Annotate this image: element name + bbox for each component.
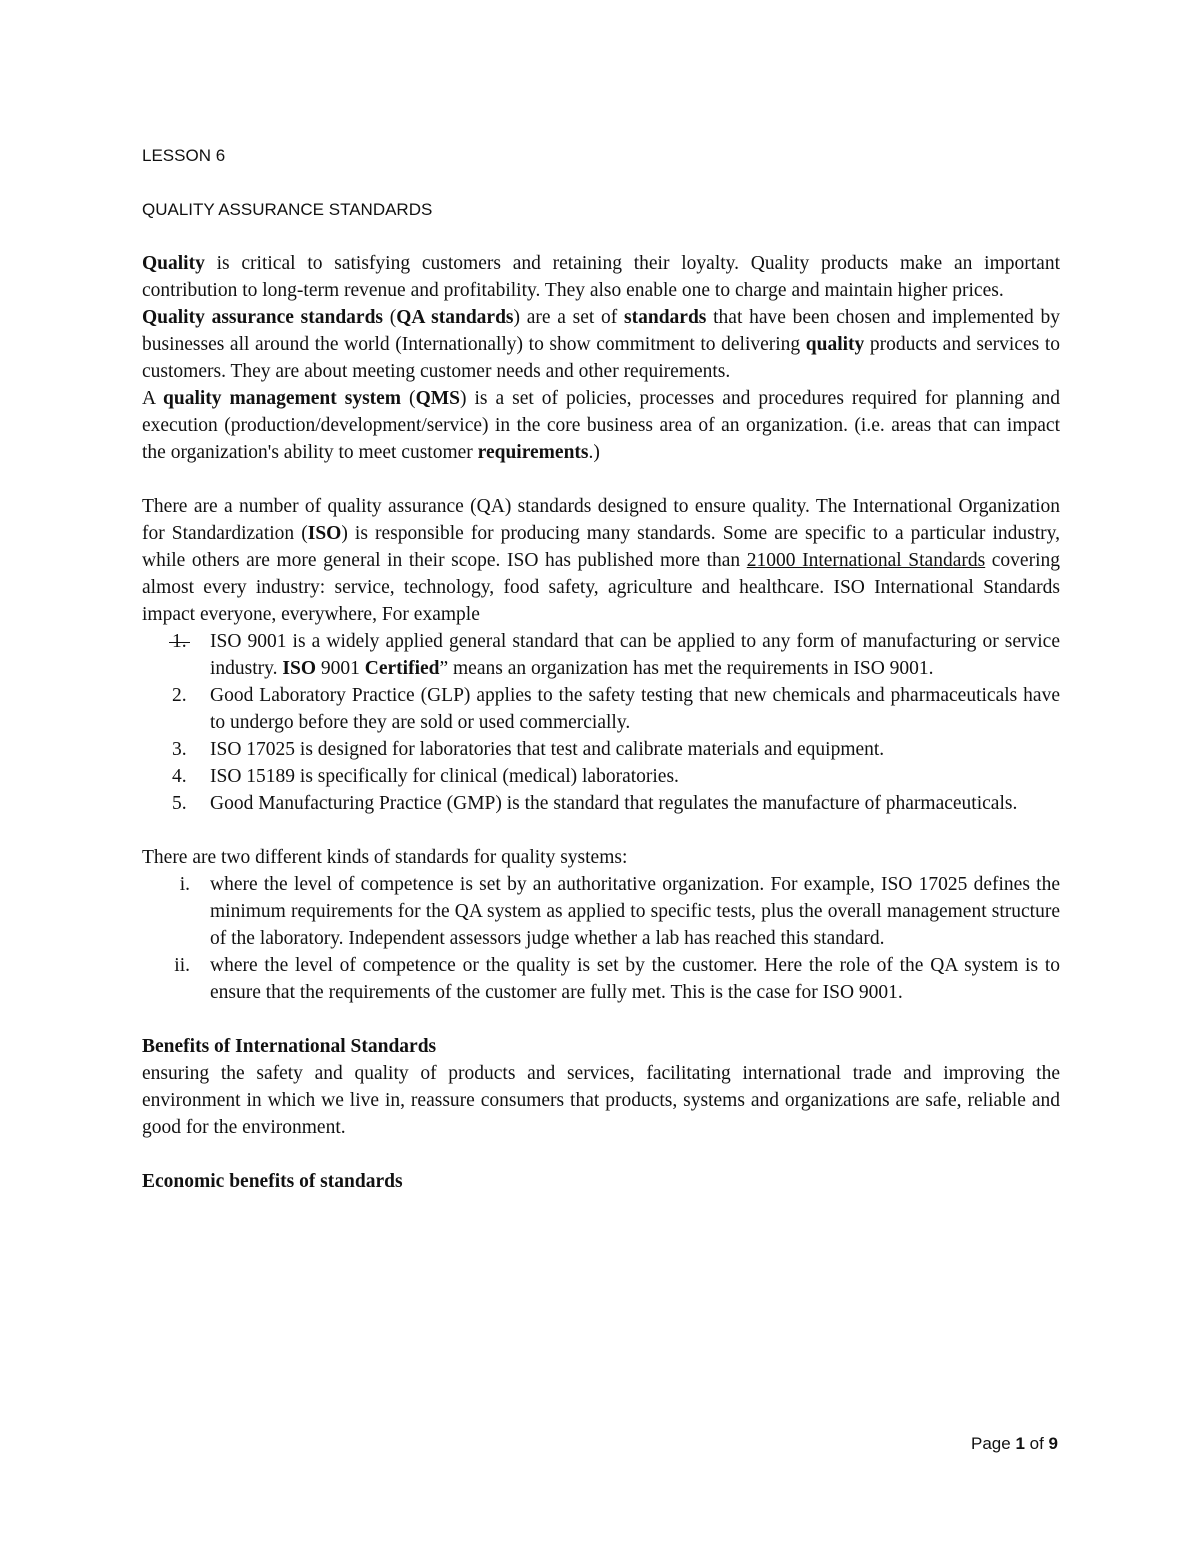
list-item (142, 628, 1060, 682)
list-marker: 5. (172, 793, 187, 814)
document-body (142, 142, 1060, 1195)
underlined-text: 21000 International Standards (746, 550, 986, 571)
list-marker: ii. (174, 955, 190, 976)
list-item-text: where the level of competence or the quality is set by the customer. Here the role of the QA system is to ensure that the requirements of the customer are fully met. This is the case for ISO 9001. (210, 955, 1060, 1003)
bold-term: ISO (307, 523, 342, 544)
total-page-count: 9 (1048, 1434, 1058, 1453)
list-item (142, 790, 1060, 817)
list-item-text: Good Laboratory Practice (GLP) applies to the safety testing that new chemicals and pharmaceuticals have to undergo before they are sold or used commercially. (210, 685, 1060, 733)
paragraph-benefits: ensuring the safety and quality of products and services, facilitating international trade and improving the environment in which we live in, reassure consumers that products, systems and organizations are safe, reliable and good for the environment. (142, 1063, 1060, 1138)
roman-list (142, 871, 1060, 1006)
paragraph-text: ( (383, 307, 397, 328)
bold-term: QA standards (396, 307, 514, 328)
paragraph-text: ) are a set of (513, 307, 625, 328)
paragraph-qms (142, 385, 1060, 466)
list-item-text: ISO 17025 is designed for laboratories that test and calibrate materials and equipment. (210, 739, 885, 760)
paragraph-text: is critical to satisfying customers and retaining their loyalty. Quality products make an important contribution to long-term revenue and profitability. They also enable one to charge and maintain higher prices. (142, 253, 1060, 301)
list-marker: i. (179, 874, 190, 895)
list-item-text: ” means an organization has met the requirements in ISO 9001. (439, 658, 934, 679)
bold-term: Quality assurance standards (142, 307, 383, 328)
page-footer (971, 1434, 1058, 1454)
section-heading-economic: Economic benefits of standards (142, 1171, 403, 1192)
list-item (142, 952, 1060, 1006)
lesson-label: LESSON 6 (142, 146, 226, 165)
paragraph-iso-overview (142, 493, 1060, 628)
bold-term: QMS (415, 388, 460, 409)
current-page-number: 1 (1015, 1434, 1025, 1453)
paragraph-text: covering almost every industry: service, technology, food safety, agriculture and healthcare. ISO International Standards impact everyone, everywhere, For example (142, 550, 1060, 625)
struck-marker: 1. (172, 628, 187, 655)
list-marker: 2. (172, 685, 187, 706)
numbered-list (142, 628, 1060, 817)
footer-middle: of (1024, 1434, 1049, 1453)
list-marker: 4. (172, 766, 187, 787)
bold-term: Certified (364, 658, 440, 679)
bold-term: standards (624, 307, 707, 328)
paragraph-text: ) is responsible for producing many standards. Some are specific to a particular industry, while others are more general in their scope. ISO has published more than (142, 523, 1060, 571)
paragraph-text: A (142, 388, 163, 409)
bold-term: requirements (477, 442, 589, 463)
footer-prefix: Page (971, 1434, 1016, 1453)
paragraph-quality (142, 250, 1060, 304)
section-heading-benefits: Benefits of International Standards (142, 1036, 437, 1057)
list-item-text: ISO 15189 is specifically for clinical (medical) laboratories. (210, 766, 679, 787)
document-title: QUALITY ASSURANCE STANDARDS (142, 200, 433, 219)
paragraph-text: There are a number of quality assurance (QA) standards designed to ensure quality. The International Organization for Standardization ( (142, 496, 1060, 544)
list-item (142, 871, 1060, 952)
bold-term: quality (805, 334, 865, 355)
paragraph-two-kinds: There are two different kinds of standards for quality systems: (142, 847, 628, 868)
paragraph-text: ( (401, 388, 416, 409)
paragraph-text: products and services to customers. They are about meeting customer needs and other requirements. (142, 334, 1060, 382)
bold-term: ISO (282, 658, 317, 679)
paragraph-text: that have been chosen and implemented by businesses all around the world (Internationally) to show commitment to delivering (142, 307, 1060, 355)
list-item-text: Good Manufacturing Practice (GMP) is the standard that regulates the manufacture of pharmaceuticals. (210, 793, 1018, 814)
list-marker (172, 628, 202, 655)
list-item-text: 9001 (316, 658, 365, 679)
list-item (142, 736, 1060, 763)
list-item-text: ISO 9001 is a widely applied general standard that can be applied to any form of manufacturing or service industry. (210, 631, 1060, 679)
paragraph-text: .) (588, 442, 600, 463)
list-item-text: where the level of competence is set by an authoritative organization. For example, ISO 17025 defines the minimum requirements for the QA system as applied to specific tests, plus the overall management structure of the laboratory. Independent assessors judge whether a lab has reached this standard. (210, 874, 1060, 949)
paragraph-text: ) is a set of policies, processes and procedures required for planning and execution (production/development/service) in the core business area of an organization. (i.e. areas that can impact the organization's ability to meet customer (142, 388, 1060, 463)
bold-term: Quality (142, 253, 205, 274)
list-item (142, 682, 1060, 736)
list-marker: 3. (172, 739, 187, 760)
list-item (142, 763, 1060, 790)
bold-term: quality management system (163, 388, 402, 409)
paragraph-qa-standards (142, 304, 1060, 385)
